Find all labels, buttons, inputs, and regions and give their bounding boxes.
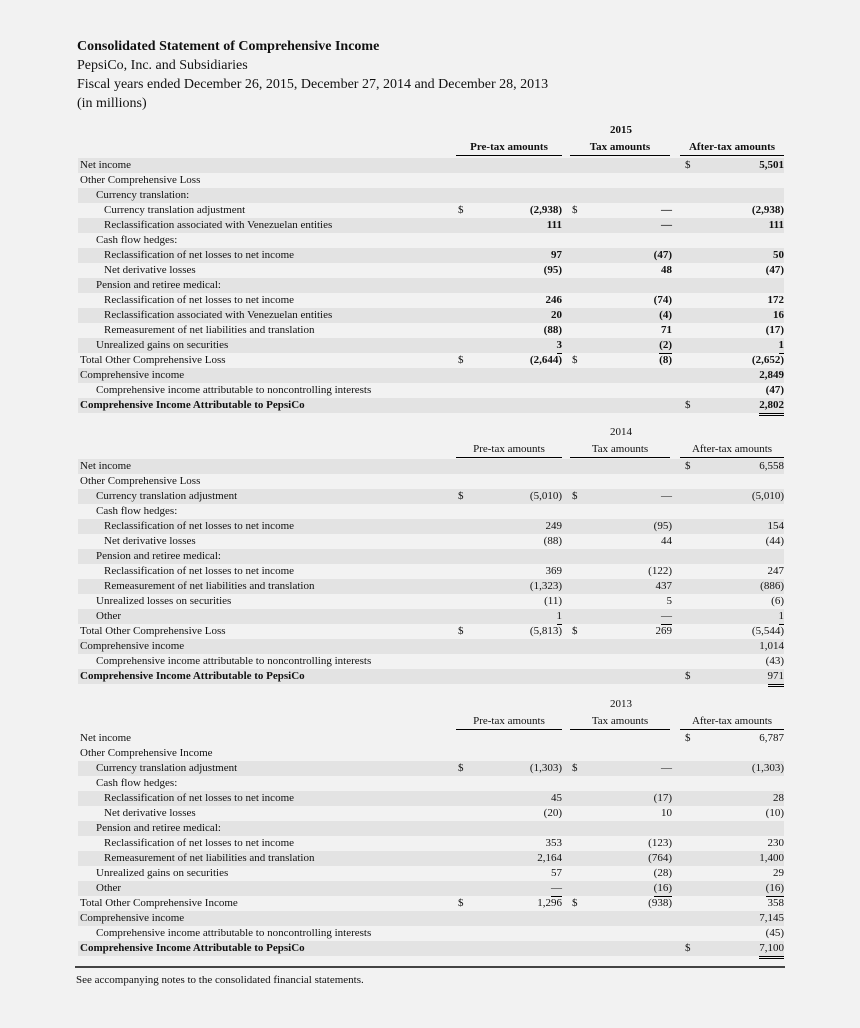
row-label: Currency translation adjustment	[104, 204, 246, 216]
pretax-value: (2,938)	[529, 204, 562, 216]
pretax-value: 57	[551, 867, 562, 879]
aftertax-value: 1	[779, 609, 785, 625]
tax-value: —	[661, 490, 672, 502]
row-label: Cash flow hedges:	[96, 777, 178, 789]
pretax-value: 1,296	[537, 896, 562, 914]
aftertax-value: 1,014	[759, 640, 784, 652]
table-row	[78, 188, 784, 203]
tax-value: 269	[656, 624, 673, 642]
aftertax-value: 7,100	[759, 941, 784, 959]
table-row	[78, 731, 784, 746]
table-row	[78, 654, 784, 669]
pretax-value: (95)	[543, 264, 562, 276]
row-label: Unrealized gains on securities	[96, 339, 229, 351]
pretax-value: 111	[546, 219, 562, 231]
row-label: Reclassification of net losses to net income	[104, 837, 295, 849]
pretax-value: 2,164	[537, 852, 562, 864]
row-label: Net derivative losses	[104, 264, 196, 276]
pretax-value: 3	[557, 338, 563, 354]
tax-header: Tax amounts	[570, 715, 670, 730]
dollar-sign: $	[685, 732, 691, 744]
row-label: Comprehensive income	[80, 912, 185, 924]
aftertax-value: 6,787	[759, 732, 784, 744]
block-2015	[78, 124, 784, 414]
table-row	[78, 669, 784, 684]
aftertax-value: 172	[767, 294, 784, 306]
aftertax-value: 2,802	[759, 398, 784, 416]
pretax-value: 249	[545, 520, 562, 532]
table-row	[78, 338, 784, 353]
aftertax-value: 50	[773, 249, 784, 261]
tax-value: 71	[661, 324, 672, 336]
aftertax-value: (5,544)	[751, 625, 784, 637]
aftertax-value: (16)	[766, 881, 784, 897]
aftertax-value: (5,010)	[751, 490, 784, 502]
aftertax-value: 230	[767, 837, 784, 849]
row-label: Net income	[80, 159, 132, 171]
row-label: Remeasurement of net liabilities and translation	[104, 580, 315, 592]
row-label: Pension and retiree medical:	[96, 550, 221, 562]
dollar-sign: $	[685, 942, 691, 954]
row-label: Comprehensive income attributable to noncontrolling interests	[96, 384, 372, 396]
tax-value: (47)	[653, 249, 672, 261]
table-row	[78, 218, 784, 233]
tax-value: —	[661, 609, 672, 625]
pretax-value: (11)	[544, 595, 562, 607]
aftertax-value: (886)	[760, 580, 784, 592]
pretax-value: 1	[557, 609, 563, 625]
aftertax-value: 6,558	[759, 460, 784, 472]
dollar-sign: $	[458, 354, 464, 366]
dollar-sign: $	[685, 159, 691, 171]
table-row	[78, 896, 784, 911]
units-note: (in millions)	[77, 96, 147, 111]
aftertax-value: 1,400	[759, 852, 784, 864]
aftertax-value: 358	[767, 897, 784, 909]
table-row	[78, 851, 784, 866]
row-label: Net derivative losses	[104, 807, 196, 819]
tax-value: (2)	[659, 338, 672, 354]
pretax-value: (88)	[543, 324, 562, 336]
row-label: Other Comprehensive Loss	[80, 174, 201, 186]
table-row	[78, 746, 784, 761]
aftertax-value: (43)	[766, 654, 784, 670]
aftertax-value: 28	[773, 792, 784, 804]
table-row	[78, 278, 784, 293]
tax-value: —	[661, 219, 672, 231]
year-label: 2015	[610, 124, 632, 136]
row-label: Currency translation adjustment	[96, 490, 238, 502]
dollar-sign: $	[572, 625, 578, 637]
dollar-sign: $	[458, 204, 464, 216]
tax-value: (95)	[653, 520, 672, 532]
row-label: Net derivative losses	[104, 535, 196, 547]
dollar-sign: $	[572, 897, 578, 909]
dollar-sign: $	[685, 460, 691, 472]
aftertax-value: (2,652)	[751, 354, 784, 366]
aftertax-value: (1,303)	[751, 762, 784, 774]
row-label: Cash flow hedges:	[96, 234, 178, 246]
tax-header: Tax amounts	[570, 443, 670, 458]
table-row	[78, 459, 784, 474]
row-label: Reclassification of net losses to net income	[104, 565, 295, 577]
aftertax-value: 16	[773, 309, 784, 321]
tax-header: Tax amounts	[570, 141, 670, 156]
row-label: Other	[96, 610, 122, 622]
pretax-value: (20)	[543, 807, 562, 819]
pretax-header: Pre-tax amounts	[456, 141, 562, 156]
tax-value: (16)	[654, 881, 672, 897]
table-row	[78, 639, 784, 654]
table-row	[78, 761, 784, 776]
table-row	[78, 489, 784, 504]
table-row	[78, 263, 784, 278]
row-label: Comprehensive income attributable to noncontrolling interests	[96, 927, 372, 939]
pretax-value: (5,813)	[530, 624, 562, 642]
pretax-value: 97	[551, 249, 562, 261]
row-label: Comprehensive income	[80, 369, 185, 381]
block-2014	[78, 426, 784, 688]
row-label: Reclassification associated with Venezuelan entities	[104, 219, 333, 231]
aftertax-value: 111	[768, 219, 784, 231]
pretax-value: 369	[545, 565, 562, 577]
aftertax-value: 1	[779, 338, 785, 354]
row-label: Comprehensive Income Attributable to PepsiCo	[80, 942, 305, 954]
tax-value: (28)	[653, 867, 672, 879]
table-row	[78, 173, 784, 188]
block-2013	[78, 698, 784, 960]
pretax-value: (5,010)	[529, 490, 562, 502]
table-row	[78, 821, 784, 836]
table-row	[78, 564, 784, 579]
tax-value: 5	[666, 595, 672, 607]
table-row	[78, 353, 784, 368]
tax-value: 437	[655, 580, 672, 592]
footer-divider	[75, 966, 785, 968]
dollar-sign: $	[458, 625, 464, 637]
tax-value: 44	[661, 535, 672, 547]
table-row	[78, 474, 784, 489]
tax-value: (122)	[648, 565, 672, 577]
table-row	[78, 791, 784, 806]
row-label: Pension and retiree medical:	[96, 279, 221, 291]
aftertax-value: 5,501	[759, 159, 784, 171]
row-label: Comprehensive Income Attributable to PepsiCo	[80, 399, 305, 411]
fiscal-period: Fiscal years ended December 26, 2015, December 27, 2014 and December 28, 2013	[77, 77, 549, 92]
aftertax-value: (6)	[771, 595, 784, 607]
pretax-header: Pre-tax amounts	[456, 443, 562, 458]
dollar-sign: $	[458, 897, 464, 909]
aftertax-value: 247	[767, 565, 784, 577]
table-row	[78, 383, 784, 398]
table-row	[78, 233, 784, 248]
row-label: Total Other Comprehensive Loss	[80, 354, 226, 366]
row-label: Other Comprehensive Loss	[80, 475, 201, 487]
dollar-sign: $	[572, 490, 578, 502]
pretax-value: 45	[551, 792, 562, 804]
tax-value: (8)	[659, 353, 672, 371]
table-row	[78, 534, 784, 549]
row-label: Reclassification of net losses to net income	[104, 294, 295, 306]
aftertax-header: After-tax amounts	[680, 715, 784, 730]
table-row	[78, 398, 784, 413]
pretax-value: —	[551, 881, 562, 897]
row-label: Net income	[80, 460, 132, 472]
dollar-sign: $	[458, 762, 464, 774]
table-row	[78, 549, 784, 564]
row-label: Currency translation adjustment	[96, 762, 238, 774]
pretax-value: (1,323)	[529, 580, 562, 592]
table-row	[78, 806, 784, 821]
row-label: Cash flow hedges:	[96, 505, 178, 517]
row-label: Unrealized losses on securities	[96, 595, 232, 607]
dollar-sign: $	[572, 354, 578, 366]
table-row	[78, 519, 784, 534]
pretax-value: 353	[545, 837, 562, 849]
year-label: 2014	[610, 426, 632, 438]
pretax-value: (2,644)	[530, 353, 562, 371]
row-label: Reclassification of net losses to net income	[104, 792, 295, 804]
dollar-sign: $	[572, 762, 578, 774]
aftertax-value: (47)	[765, 264, 784, 276]
table-row	[78, 504, 784, 519]
tax-value: —	[661, 204, 672, 216]
pretax-value: (1,303)	[529, 762, 562, 774]
tax-value: (4)	[659, 309, 672, 321]
aftertax-value: (45)	[766, 926, 784, 942]
pretax-header: Pre-tax amounts	[456, 715, 562, 730]
table-row	[78, 776, 784, 791]
table-row	[78, 836, 784, 851]
table-row	[78, 624, 784, 639]
dollar-sign: $	[685, 399, 691, 411]
year-label: 2013	[610, 698, 632, 710]
table-row	[78, 911, 784, 926]
aftertax-value: 2,849	[759, 369, 784, 381]
tax-value: (764)	[648, 852, 672, 864]
row-label: Other Comprehensive Income	[80, 747, 213, 759]
table-row	[78, 594, 784, 609]
row-label: Total Other Comprehensive Loss	[80, 625, 226, 637]
table-row	[78, 926, 784, 941]
statement-title: Consolidated Statement of Comprehensive Income	[77, 39, 380, 54]
table-row	[78, 579, 784, 594]
row-label: Currency translation:	[96, 189, 190, 201]
tax-value: (74)	[653, 294, 672, 306]
aftertax-value: (2,938)	[751, 204, 784, 216]
table-row	[78, 866, 784, 881]
pretax-value: 246	[545, 294, 562, 306]
aftertax-value: 154	[767, 520, 784, 532]
row-label: Net income	[80, 732, 132, 744]
table-row	[78, 609, 784, 624]
aftertax-value: 7,145	[759, 912, 784, 924]
tax-value: 48	[661, 264, 672, 276]
row-label: Reclassification of net losses to net income	[104, 520, 295, 532]
tax-value: —	[661, 762, 672, 774]
dollar-sign: $	[685, 670, 691, 682]
row-label: Comprehensive income	[80, 640, 185, 652]
table-row	[78, 158, 784, 173]
aftertax-value: 29	[773, 867, 784, 879]
row-label: Comprehensive Income Attributable to PepsiCo	[80, 670, 305, 682]
tax-value: (17)	[653, 792, 672, 804]
table-row	[78, 323, 784, 338]
aftertax-value: (17)	[765, 324, 784, 336]
tax-value: (123)	[648, 837, 672, 849]
tax-value: (938)	[648, 896, 672, 914]
footnote: See accompanying notes to the consolidated financial statements.	[76, 974, 364, 986]
row-label: Reclassification of net losses to net income	[104, 249, 295, 261]
aftertax-value: (47)	[766, 383, 784, 399]
row-label: Other	[96, 882, 122, 894]
table-row	[78, 308, 784, 323]
table-row	[78, 368, 784, 383]
aftertax-header: After-tax amounts	[680, 443, 784, 458]
pretax-value: (88)	[543, 535, 562, 547]
row-label: Reclassification associated with Venezuelan entities	[104, 309, 333, 321]
row-label: Pension and retiree medical:	[96, 822, 221, 834]
dollar-sign: $	[572, 204, 578, 216]
aftertax-header: After-tax amounts	[680, 141, 784, 156]
aftertax-value: (10)	[765, 807, 784, 819]
company-name: PepsiCo, Inc. and Subsidiaries	[77, 58, 248, 73]
table-row	[78, 881, 784, 896]
aftertax-value: (44)	[765, 535, 784, 547]
row-label: Comprehensive income attributable to noncontrolling interests	[96, 655, 372, 667]
pretax-value: 20	[551, 309, 562, 321]
table-row	[78, 203, 784, 218]
aftertax-value: 971	[768, 669, 785, 687]
dollar-sign: $	[458, 490, 464, 502]
table-row	[78, 248, 784, 263]
row-label: Unrealized gains on securities	[96, 867, 229, 879]
row-label: Total Other Comprehensive Income	[80, 897, 238, 909]
statement-header	[77, 37, 777, 113]
row-label: Remeasurement of net liabilities and translation	[104, 852, 315, 864]
tax-value: 10	[661, 807, 672, 819]
table-row	[78, 941, 784, 956]
table-row	[78, 293, 784, 308]
row-label: Remeasurement of net liabilities and translation	[104, 324, 315, 336]
